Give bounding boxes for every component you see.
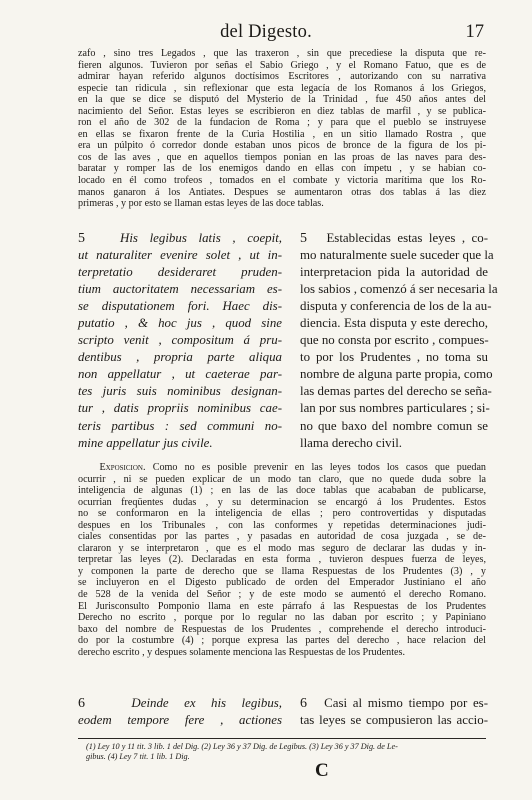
footnote-divider: [78, 738, 486, 739]
text-line: en la que se dice se disputó del Mysterio de la Trinidad , fue 450 años antes del: [78, 94, 486, 106]
text-line: en ellas se fixaron frente de la Curia Hostilia , en un sitio llamado Rostra , que: [78, 128, 486, 140]
text-line: inteligencia de algunas (1) ; en las de las doce tablas que acababan de publicarse,: [78, 485, 486, 497]
text-line: baxo del nombre de Respuestas de los Prudentes , comprehende el derecho introduci-: [78, 623, 486, 635]
spanish-line: to por los Prudentes , no toma su: [300, 350, 488, 365]
text-line: de 528 de la venida del Señor ; y de este modo se aumentó el derecho Romano.: [78, 589, 486, 601]
latin-line: terpretatio desideraret pruden-: [78, 265, 282, 280]
latin-line: putatio , & hoc jus , quod sine: [78, 316, 282, 331]
page-header: [0, 0, 532, 42]
text-line: ocurrir , ni se pueden explicar de un modo tan claro, que no quede duda sobre la: [78, 473, 486, 485]
text-line: terpretar las leyes (2). Declaradas en esta forma , tuvieron despues fuerza de leyes,: [78, 554, 486, 566]
text-line: do por la costumbre (4) ; porque expresa las partes del derecho , hace relacion del: [78, 635, 486, 647]
spanish-line: los sabios , comenzó á ser necesaria la: [300, 282, 498, 297]
spanish-line: no que baxo del nombre comun se: [300, 418, 488, 433]
latin-line: teris partibus : sed communi no-: [78, 418, 282, 433]
spanish-line: interpretacion pida la autoridad de: [300, 265, 488, 280]
text-line: baratar y romper las de los enemigos dando en ellas con ímpetu , y se habian co-: [78, 163, 486, 175]
section-number: 5: [78, 231, 85, 246]
text-line: locado en él como trofeos , tomados en el combate y victoria marítima que los Ro-: [78, 175, 486, 187]
text-line: primeras , y por esto se llaman estas leyes de las doce tablas.: [78, 198, 324, 210]
latin-line: scripto venit , compositum á pru-: [78, 333, 282, 348]
text-line: clararon y se interpretaron , que es el modo mas seguro de declarar las dudas y in-: [78, 542, 486, 554]
latin-line: mine appellatur jus civile.: [78, 435, 213, 450]
spanish-line: nombre de alguna parte propia, como: [300, 367, 493, 382]
text-line: y componen la parte de derecho que se llama Respuestas de los Prudentes (3) , y: [78, 565, 486, 577]
latin-line: tium auctoritatem necessariam es-: [78, 282, 282, 297]
exposicion-label: Exposicion.: [99, 462, 146, 473]
spanish-line: diencia. Esta disputa y este derecho,: [300, 316, 488, 331]
text-line: ron el año de 302 de la fundacion de Roma ; y para que el pueblo se instruyese: [78, 117, 486, 129]
footnotes: [86, 742, 486, 762]
spanish-line: disputa y conferencia de los de la au-: [300, 299, 492, 314]
text-line: cos de las aves , que en aquellos tiempos ponian en las proas de las naves para des-: [78, 151, 486, 163]
text-line: fieren algunos. Tuvieron por señas el Sabio Griego , y el Romano Fatuo, que es de: [78, 59, 486, 71]
text-line: se incluyeron en el Digesto publicado de orden del Emperador Justiniano el año: [78, 577, 486, 589]
text-line: zafo , sino tres Legados , que las traxeron , sin que precediese la disputa que re-: [78, 48, 486, 59]
spanish-line: llama derecho civil.: [300, 435, 403, 450]
text-line: Derecho no escrito , porque por lo regular no las daban por escrito ; y Papiniano: [78, 612, 486, 624]
text-line: ciales consentidas por las partes , y pasadas en autoridad de cosa juzgada , se de-: [78, 531, 486, 543]
latin-line: dentibus , propria parte aliqua: [78, 350, 282, 365]
section-6-spanish: [300, 695, 488, 729]
section-6-latin: [78, 695, 282, 729]
latin-line: eodem tempore fere , actiones: [78, 713, 282, 728]
section-number: 6: [78, 696, 85, 711]
page-number: 17: [465, 22, 484, 42]
spanish-line: tas leyes se compusieron las accio-: [300, 713, 488, 728]
latin-line: non appellatur , ut caeterae par-: [78, 367, 282, 382]
spanish-line: mo naturalmente suele suceder que la: [300, 248, 494, 263]
section-5-spanish: [300, 230, 498, 452]
text-line: era un púlpito ó corredor donde estaban unos picos de bronce de la figura de los pi-: [78, 140, 486, 152]
latin-line: tur , datis propriis nominibus cae-: [78, 401, 282, 416]
latin-line: ut naturaliter evenire solet , ut in-: [78, 248, 282, 263]
latin-line: tes juris suis nominibus designan-: [78, 384, 282, 399]
text-line: despues en los Tribunales , con las conformes y repetidas determinaciones judi-: [78, 519, 486, 531]
text-line: ocurrian freqüentes dudas , y su determinacion se encargó á los Prudentes. Estos: [78, 496, 486, 508]
signature-mark: C: [315, 760, 329, 781]
footnote-line: (1) Ley 10 y 11 tit. 3 lib. 1 del Dig. (2) Ley 36 y 37 Dig. de Legibus. (3) Ley 36 y 37 Dig. de Le-: [86, 742, 398, 751]
intro-paragraph: [78, 48, 486, 210]
spanish-line: las demas partes del derecho se seña-: [300, 384, 492, 399]
text-line: nacimiento del Señor. Estas leyes se escribieron en diez tablas de marfil , y se publica-: [78, 105, 486, 117]
spanish-line: Establecidas estas leyes , co-: [326, 231, 488, 245]
spanish-line: Casi al mismo tiempo por es-: [324, 696, 488, 710]
text-line: admirar hayan referido algunos doctísimos Escritores , autorizando con su narrativa: [78, 71, 486, 83]
section-number: 6: [300, 696, 307, 711]
footnote-line: gibus. (4) Ley 7 tit. 1 lib. 1 Dig.: [86, 752, 190, 761]
latin-line: Deinde ex his legibus,: [131, 696, 283, 710]
text-line: no se conformaron en la inteligencia de ellas ; pero controvertidas y disputadas: [78, 508, 486, 520]
section-5-latin: [78, 230, 282, 452]
text-line: especie tan ridicula , sin reflexionar que esta legacía de los Romanos á los Griegos,: [78, 82, 486, 94]
section-number: 5: [300, 231, 307, 246]
running-title: del Digesto.: [220, 22, 312, 42]
spanish-line: que no consta por escrito , compues-: [300, 333, 489, 348]
text-line: manos ganaron á los Antiates. Despues se aumentaron otras dos tablas á las diez: [78, 186, 486, 198]
latin-line: His legibus latis , coepit,: [120, 231, 282, 245]
latin-line: se disputationem fori. Haec dis-: [78, 299, 282, 314]
exposicion-paragraph: [78, 462, 486, 658]
text-line: derecho escrito , y despues solamente menciona las Respuestas de los Prudentes.: [78, 646, 406, 658]
text-line: El Jurisconsulto Pomponio llama en este párrafo á las Respuestas de los Prudentes: [78, 600, 486, 612]
spanish-line: lan por sus nombres particulares ; si-: [300, 401, 490, 416]
text-line: Como no es posible prevenir en las leyes todos los casos que puedan: [152, 462, 486, 473]
